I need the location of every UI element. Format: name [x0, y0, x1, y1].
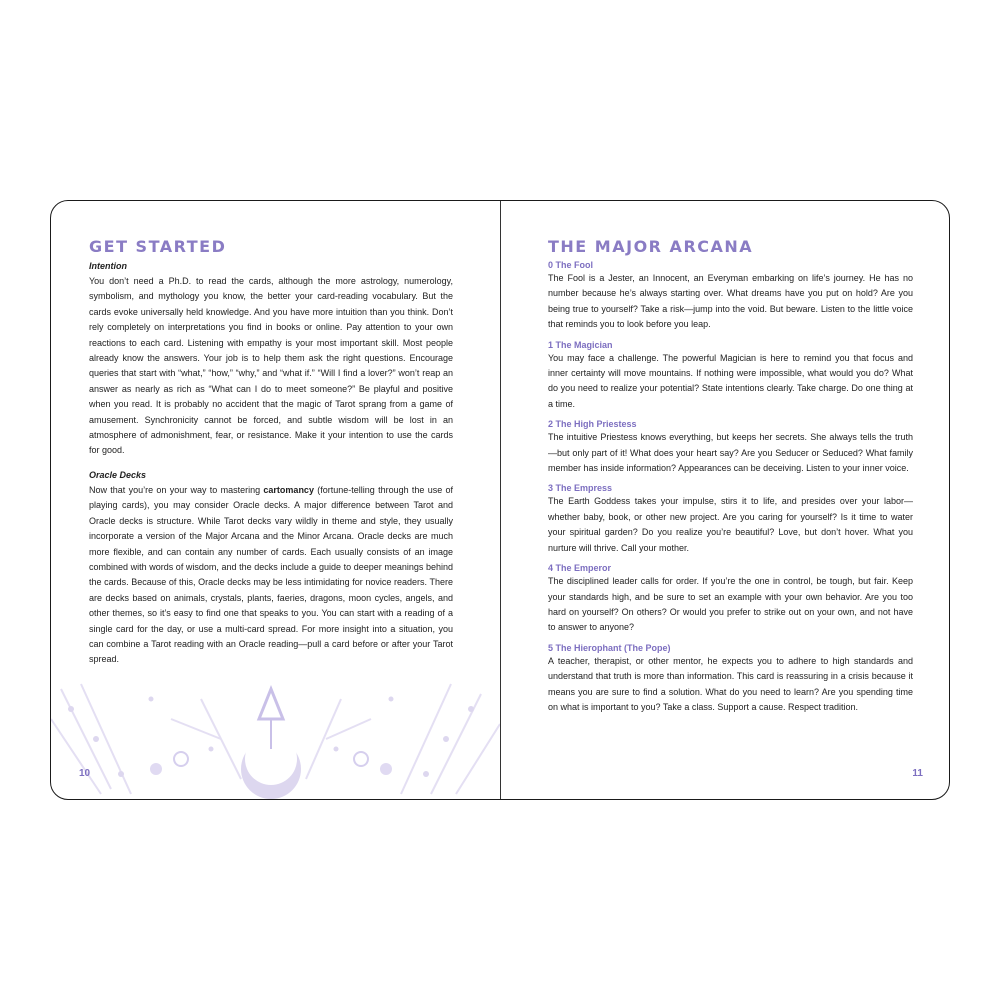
oracle-text-after: (fortune-telling through the use of playing cards), you may consider Oracle decks. A major difference between Tarot and Oracle decks is structure. While Tarot decks vary wildly in theme and style, they usually incorporate a version of the Major Arcana and the Minor Arcana. Oracle decks are much more flexible, and can contain any number of cards. Each usually consists of an image combined with words of wisdom, and the decks include a guide to deeper meanings behind the cards. Because of this, Oracle decks may be less intimidating for novice readers. There are decks based on animals, crystals, plants, faeries, dragons, moon cycles, angels, and other themes, so it’s easy to find one that speaks to you. You can start with a reading of a single card for the day, or use a multi-card spread. For more insight into a situation, you can combine a Tarot reading with an Oracle reading—pull a card before or after your Tarot spread.: [89, 485, 453, 665]
intention-heading: Intention: [89, 261, 127, 271]
arcana-entry: [548, 340, 913, 413]
arcana-entry-heading: 1 The Magician: [548, 339, 613, 350]
arcana-entry: [548, 419, 913, 476]
arcana-entry-text: You may face a challenge. The powerful Magician is here to remind you that focus and inner certainty will move mountains. If nothing were impossible, what would you do? What do you need to realize your potential? State intentions clearly. Take charge. Do one thing at a time.: [548, 352, 913, 409]
arcana-entry-text: The Earth Goddess takes your impulse, stirs it to life, and presides over your labor—whether baby, book, or other new project. Are you caring for yourself? Is it time to water your spiritual garden? Do you realize you’re beautiful? Love, but don’t hover. What you nurture will thrive. Call your mother.: [548, 496, 913, 553]
arcana-entry-text: The Fool is a Jester, an Innocent, an Everyman embarking on life’s journey. He has no number because he’s always starting over. What dreams have you put on hold? Are you being true to yourself? Take a risk—jump into the void. But beware. Listen to the little voice that reminds you to look before you leap.: [548, 273, 913, 330]
arcana-entry-heading: 0 The Fool: [548, 260, 593, 270]
book-spread: [50, 200, 950, 800]
oracle-decks-paragraph: [89, 483, 453, 668]
arcana-entry: [548, 563, 913, 636]
arcana-entry: [548, 483, 913, 556]
left-page: [51, 201, 500, 799]
arcana-entry-heading: 5 The Hierophant (The Pope): [548, 642, 671, 653]
right-page-title: THE MAJOR ARCANA: [548, 237, 754, 256]
right-page-number: 11: [912, 768, 923, 779]
arcana-entry: [548, 643, 913, 716]
arcana-entry-heading: 3 The Empress: [548, 483, 613, 494]
celestial-decoration-icon: [51, 679, 500, 799]
arcana-entry-text: The disciplined leader calls for order. If you’re the one in control, be tough, but fair. Keep your standards high, and be sure to set an example with your own behavior. Are you too hard on yourself? On others? Or would you prefer to strike out on your own, and not have to answer to anyone?: [548, 576, 913, 633]
oracle-text-before: Now that you’re on your way to mastering: [89, 485, 264, 495]
left-page-title: GET STARTED: [89, 237, 227, 256]
arcana-entry-heading: 4 The Emperor: [548, 563, 612, 574]
arcana-entry: [548, 260, 913, 333]
left-page-number: 10: [79, 768, 91, 779]
arcana-entries: [548, 260, 913, 722]
cartomancy-term: cartomancy: [263, 485, 314, 495]
arcana-entry-text: The intuitive Priestess knows everything, but keeps her secrets. She always tells the truth—but only part of it! What does your heart say? Are you Seducer or Seduced? What family member has inside information? Appearances can be deceiving. Listen to your inner voice.: [548, 432, 913, 474]
intention-paragraph: You don’t need a Ph.D. to read the cards, although the more astrology, numerology, symbolism, and mythology you know, the better your card-reading vocabulary. But the cards evoke universally held knowledge. And you have more intuition than you think. Don’t rely completely on interpretations you find in books or online. Pay attention to your own reactions to each card. Listening with empathy is your most important skill. Most people already know the answers. Your job is to help them ask the right questions. Encourage queries that start with “what,” “how,” “why,” and “what if.” “Will I find a lover?” won’t reap an answer as nearly as rich as “What can I do to meet someone?” Be playful and positive when you read. It is probably no accident that the magic of Tarot sprang from a game of amusement. Synchronicity cannot be forced, and subtle wisdom will be lost in an atmosphere of admonishment, fear, or resistance. Make it your intention to use the cards for good.: [89, 276, 453, 456]
arcana-entry-text: A teacher, therapist, or other mentor, he expects you to adhere to high standards and understand that truth is more than information. This card is reassuring in a crisis because it means you are sure to find a solution. What do you need to learn? Are you spending time on what is important to you? Take a class. Support a cause. Respect tradition.: [548, 655, 913, 712]
arcana-entry-heading: 2 The High Priestess: [548, 419, 637, 430]
right-page: [501, 201, 950, 799]
oracle-decks-heading: Oracle Decks: [89, 470, 147, 480]
